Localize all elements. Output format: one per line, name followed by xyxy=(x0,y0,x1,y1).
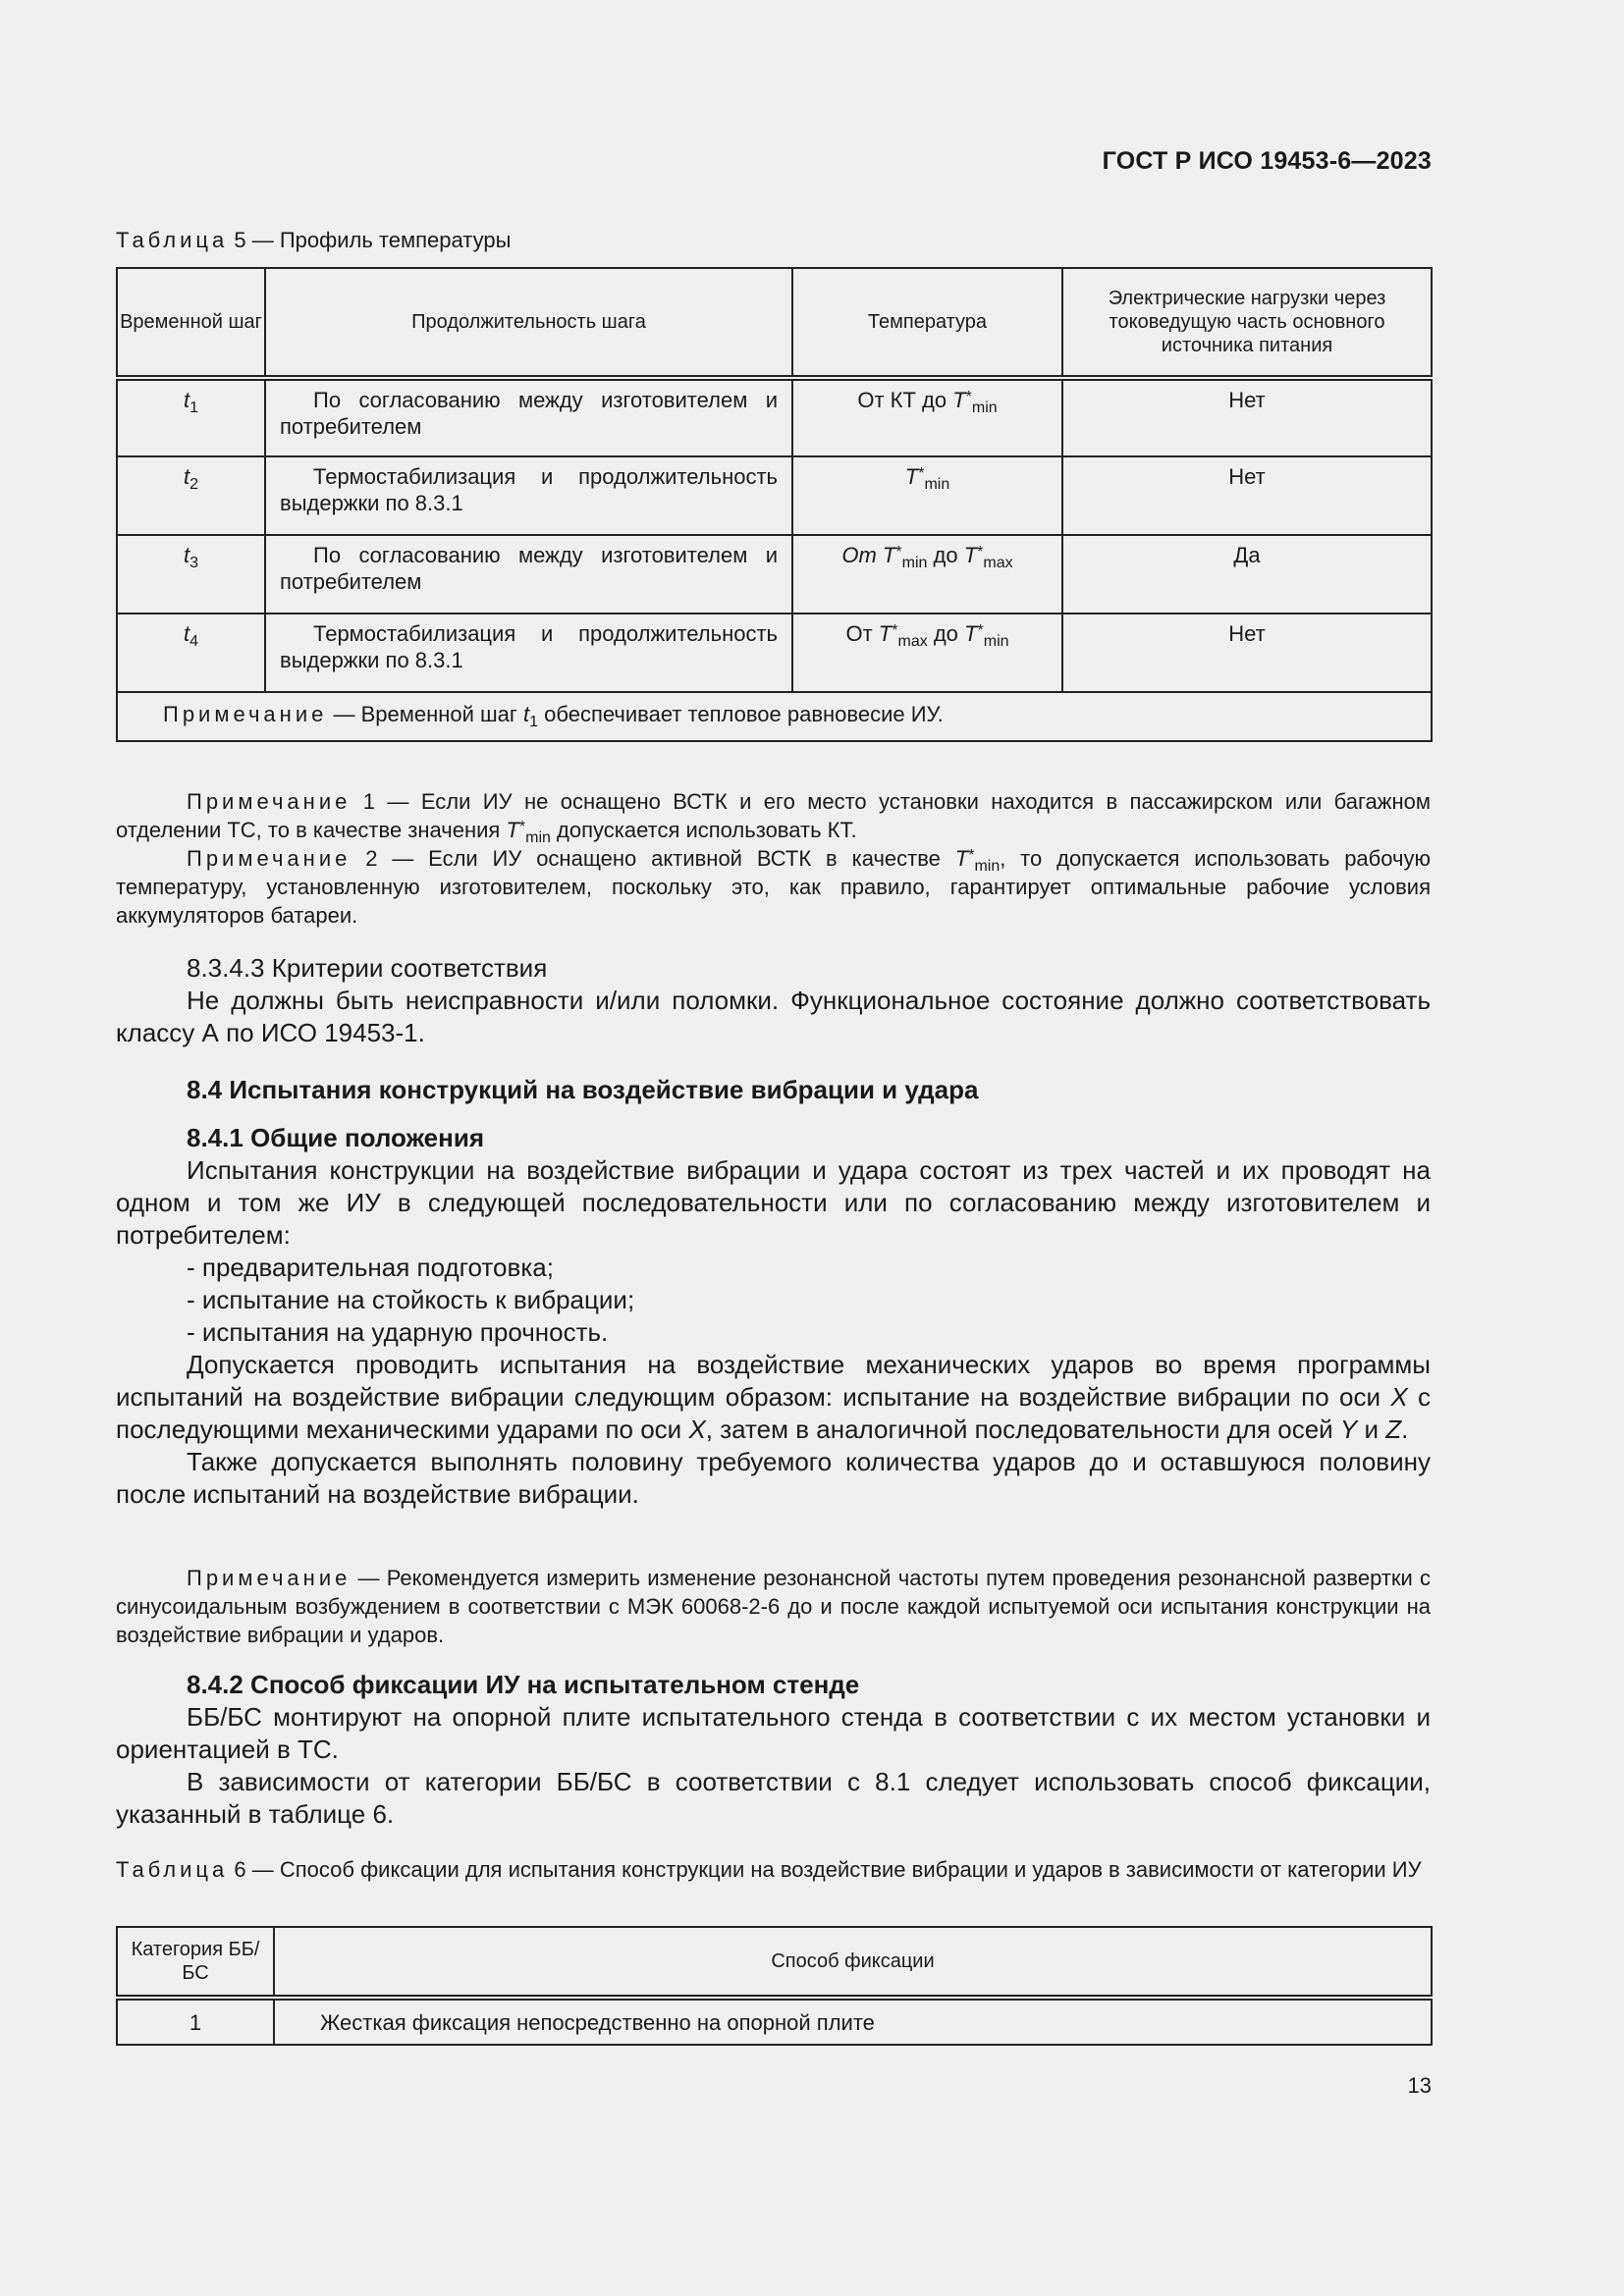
table6-caption-text: 6 — Способ фиксации для испытания конструкции на воздействие вибрации и ударов в зависимости от категории ИУ xyxy=(234,1857,1422,1882)
header-category: Категория ББ/БС xyxy=(117,1927,274,1998)
table5-caption-text: 5 — Профиль температуры xyxy=(234,228,512,252)
note-2: Примечание 2 — Если ИУ оснащено активной ВСТК в качестве $T^*_{min}$, то допускается использовать рабочую температуру, установленную изготовителем, поскольку это, как правило, гарантирует оптимальные рабочие условия аккумуляторов батареи. xyxy=(116,846,1431,928)
table6-caption xyxy=(116,1855,1431,1884)
step-cell: $t_4$ xyxy=(117,614,265,692)
table-row xyxy=(117,378,1432,456)
method-cell: Жесткая фиксация непосредственно на опорной плите xyxy=(274,1998,1432,2045)
header-temperature: Температура xyxy=(792,268,1062,378)
category-cell: 1 xyxy=(117,1998,274,2045)
page-number: 13 xyxy=(1407,2073,1432,2098)
fixation-method-table xyxy=(116,1926,1433,2046)
step-cell: $t_1$ xyxy=(117,378,265,456)
section-8-4-2-title: 8.4.2 Способ фиксации ИУ на испытательном стенде xyxy=(187,1670,860,1699)
step-cell: $t_2$ xyxy=(117,456,265,535)
duration-cell: Термостабилизация и продолжительность выдержки по 8.3.1 xyxy=(265,614,792,692)
table-row xyxy=(117,614,1432,692)
header-step-duration: Продолжительность шага xyxy=(265,268,792,378)
notes-block xyxy=(116,787,1431,930)
temperature-cell: От КТ до $T^*_{min}$ xyxy=(792,378,1062,456)
section-8-3-4-3 xyxy=(116,952,1431,1049)
section-8-4-2-p2: В зависимости от категории ББ/БС в соответствии с 8.1 следует использовать способ фиксации, указанный в таблице 6. xyxy=(116,1767,1431,1829)
section-8-4 xyxy=(116,1074,1431,1106)
table-row xyxy=(117,535,1432,614)
section-8-4-1-p3: Также допускается выполнять половину требуемого количества ударов до и оставшуюся половину после испытаний на воздействие вибрации. xyxy=(116,1447,1431,1509)
section-8-4-2 xyxy=(116,1669,1431,1831)
table6-caption-word: Таблица xyxy=(116,1857,229,1882)
temperature-cell: $T^*_{min}$ xyxy=(792,456,1062,535)
table6 xyxy=(116,1926,1431,2046)
section-8-3-4-3-text: Не должны быть неисправности и/или поломки. Функциональное состояние должно соответствовать классу А по ИСО 19453-1. xyxy=(116,986,1431,1047)
load-cell: Нет xyxy=(1062,378,1432,456)
section-8-4-1-p1: Испытания конструкции на воздействие вибрации и удара состоят из трех частей и их проводят на одном и том же ИУ в следующей последовательности или по согласованию между изготовителем и потребителем: xyxy=(116,1155,1431,1250)
section-8-4-1-note: Примечание — Рекомендуется измерить изменение резонансной частоты путем проведения резонансной развертки с синусоидальным возбуждением в соответствии с МЭК 60068-2-6 до и после каждой испытуемой оси испытания конструкции на воздействие вибрации и ударов. xyxy=(116,1566,1431,1647)
duration-cell: Термостабилизация и продолжительность выдержки по 8.3.1 xyxy=(265,456,792,535)
load-cell: Да xyxy=(1062,535,1432,614)
table-note-row xyxy=(117,692,1432,741)
section-8-4-2-p1: ББ/БС монтируют на опорной плите испытательного стенда в соответствии с их местом установки и ориентацией в ТС. xyxy=(116,1702,1431,1764)
table-row xyxy=(117,456,1432,535)
list-item: - предварительная подготовка; xyxy=(187,1253,554,1282)
section-8-3-4-3-title: 8.3.4.3 Критерии соответствия xyxy=(187,953,548,983)
list-item: - испытания на ударную прочность. xyxy=(187,1317,609,1347)
load-cell: Нет xyxy=(1062,614,1432,692)
temperature-cell: От $T^*_{min}$ до $T^*_{max}$ xyxy=(792,535,1062,614)
header-time-step: Временной шаг xyxy=(117,268,265,378)
step-cell: $t_3$ xyxy=(117,535,265,614)
table-row xyxy=(117,1998,1432,2045)
section-8-4-1-p2: Допускается проводить испытания на воздействие механических ударов во время программы испытаний на воздействие вибрации следующим образом: испытание на воздействие вибрации по оси X с последующими механическими ударами по оси X, затем в аналогичной последовательности для осей Y и Z. xyxy=(116,1350,1431,1444)
duration-cell: По согласованию между изготовителем и потребителем xyxy=(265,378,792,456)
note-1: Примечание 1 — Если ИУ не оснащено ВСТК и его место установки находится в пассажирском или багажном отделении ТС, то в качестве значения $T^*_{min}$ допускается использовать КТ. xyxy=(116,789,1431,846)
temperature-cell: От $T^*_{max}$ до $T^*_{min}$ xyxy=(792,614,1062,692)
section-8-4-1 xyxy=(116,1122,1431,1511)
temperature-profile-table xyxy=(116,267,1433,742)
table5 xyxy=(116,267,1431,742)
table5-note: Примечание — Временной шаг $t_1$ обеспечивает тепловое равновесие ИУ. xyxy=(117,692,1432,741)
duration-cell: По согласованию между изготовителем и потребителем xyxy=(265,535,792,614)
section-8-4-1-title: 8.4.1 Общие положения xyxy=(187,1123,484,1152)
section-8-4-title: 8.4 Испытания конструкций на воздействие вибрации и удара xyxy=(187,1075,979,1104)
header-fixation-method: Способ фиксации xyxy=(274,1927,1432,1998)
document-code-header: ГОСТ Р ИСО 19453-6—2023 xyxy=(1102,147,1432,175)
load-cell: Нет xyxy=(1062,456,1432,535)
header-electrical-loads: Электрические нагрузки через токоведущую часть основного источника питания xyxy=(1062,268,1432,378)
list-item: - испытание на стойкость к вибрации; xyxy=(187,1285,635,1314)
table5-caption xyxy=(116,226,1431,254)
table5-caption-word: Таблица xyxy=(116,228,229,252)
